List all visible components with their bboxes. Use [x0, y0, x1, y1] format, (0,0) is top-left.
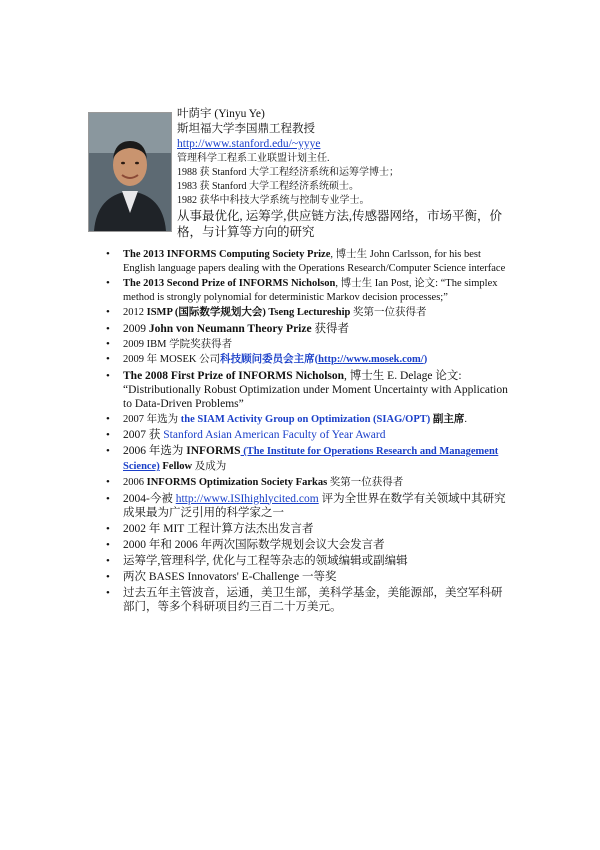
list-item	[100, 476, 510, 490]
award-text: .	[464, 413, 467, 425]
portrait-photo	[88, 112, 172, 232]
award-text: 过去五年主管波音，运通，美卫生部，美科学基金，美能源部，美空军科研部门，等多个科研项目约三百二十万美元。	[123, 586, 503, 613]
list-item	[100, 492, 510, 520]
award-year: 2006 年选为	[123, 445, 187, 457]
award-text: 评为全世界在数学有关领域中其研究成果最为广泛引用的科学家之一	[123, 492, 506, 519]
list-item	[100, 277, 510, 304]
award-title: the SIAM Activity Group on Optimization (SIAG/OPT)	[180, 413, 431, 425]
award-title: INFORMS Optimization Society Farkas	[146, 477, 328, 488]
list-item	[100, 413, 510, 427]
award-year: 2007 获	[123, 429, 164, 441]
award-text: 2002 年 MIT 工程计算方法杰出发言者	[123, 522, 314, 535]
award-text: , 博士生 John Carlsson, for his best English language papers dealing with the Operations Research/Computer Science interface	[123, 249, 506, 274]
isi-link[interactable]: http://www.ISIhighlycited.com	[175, 492, 319, 505]
research-interests: 从事最优化, 运筹学,供应链方法,传感器网络，市场平衡，价格，与计算等方向的研究	[177, 209, 503, 239]
homepage-link[interactable]: http://www.stanford.edu/~yyye	[177, 138, 321, 150]
award-text: (The Institute for Operations Research and Management Science)	[123, 446, 499, 472]
list-item	[100, 570, 510, 584]
profile-title: 斯坦福大学李国鼎工程教授	[177, 123, 315, 135]
list-item	[100, 338, 510, 352]
award-text: , 博士生 E. Delage 论文: “Distributionally Robust Optimization under Moment Uncertainty with Application to Data-Driven Problems”	[123, 369, 508, 410]
award-title: The 2008 First Prize of INFORMS Nicholson	[123, 369, 345, 382]
award-text: 奖第一位获得者	[327, 477, 404, 488]
profile-header	[177, 107, 507, 240]
profile-line-4: 1982 获华中科技大学系统与控制专业学士。	[177, 195, 370, 206]
list-item	[100, 586, 510, 614]
award-title: The 2013 Second Prize of INFORMS Nicholson	[123, 278, 336, 289]
list-item	[100, 554, 510, 568]
award-text: 2000 年和 2006 年两次国际数学规划会议大会发言者	[123, 538, 385, 551]
profile-line-1: 管理科学工程系工业联盟计划主任.	[177, 153, 330, 164]
list-item	[100, 248, 510, 275]
list-item	[100, 428, 510, 442]
list-item	[100, 369, 510, 411]
list-item	[100, 444, 510, 474]
award-year: 2006	[123, 477, 147, 488]
profile-line-3: 1983 获 Stanford 大学工程经济系统硕士。	[177, 181, 359, 192]
list-item	[100, 306, 510, 320]
list-item	[100, 522, 510, 536]
award-text: Fellow	[159, 461, 193, 472]
award-title: John von Neumann Theory Prize	[148, 322, 312, 335]
award-title: 科技顾问委员会主席(	[220, 354, 319, 365]
list-item	[100, 538, 510, 552]
award-year: 2007 年选为	[123, 413, 181, 425]
award-text: 及成为	[192, 461, 227, 472]
award-text: 副主席	[430, 413, 465, 425]
awards-list	[100, 248, 510, 616]
award-year: 2004-今被	[123, 492, 176, 505]
award-title: ISMP (国际数学规划大会) Tseng Lectureship	[146, 307, 351, 318]
profile-line-2: 1988 获 Stanford 大学工程经济系统和运筹学博士；	[177, 167, 399, 178]
profile-name: 叶荫宇 (Yinyu Ye)	[177, 108, 265, 120]
award-title: Stanford Asian American Faculty of Year Award	[163, 429, 386, 441]
award-year: 2012	[123, 307, 147, 318]
award-text: , 博士生 Ian Post, 论文: “The simplex method is strongly polynomial for deterministic Markov decision processes;”	[123, 278, 498, 303]
award-text: 两次 BASES Innovators' E-Challenge 一等奖	[123, 570, 337, 583]
award-title: The 2013 INFORMS Computing Society Prize	[123, 249, 331, 260]
award-text: 奖第一位获得者	[350, 307, 427, 318]
award-year: 2009	[123, 322, 149, 335]
award-text: 2009 IBM 学院奖获得者	[123, 338, 233, 350]
award-text: 获得者	[311, 322, 349, 335]
award-title: INFORMS	[186, 445, 241, 457]
award-text: 运筹学,管理科学, 优化与工程等杂志的领域编辑或副编辑	[123, 554, 408, 567]
list-item	[100, 322, 510, 336]
mosek-link[interactable]: http://www.mosek.com/	[318, 354, 424, 365]
list-item	[100, 353, 510, 367]
award-text: )	[423, 354, 428, 365]
award-text: 2009 年 MOSEK 公司	[123, 354, 221, 365]
